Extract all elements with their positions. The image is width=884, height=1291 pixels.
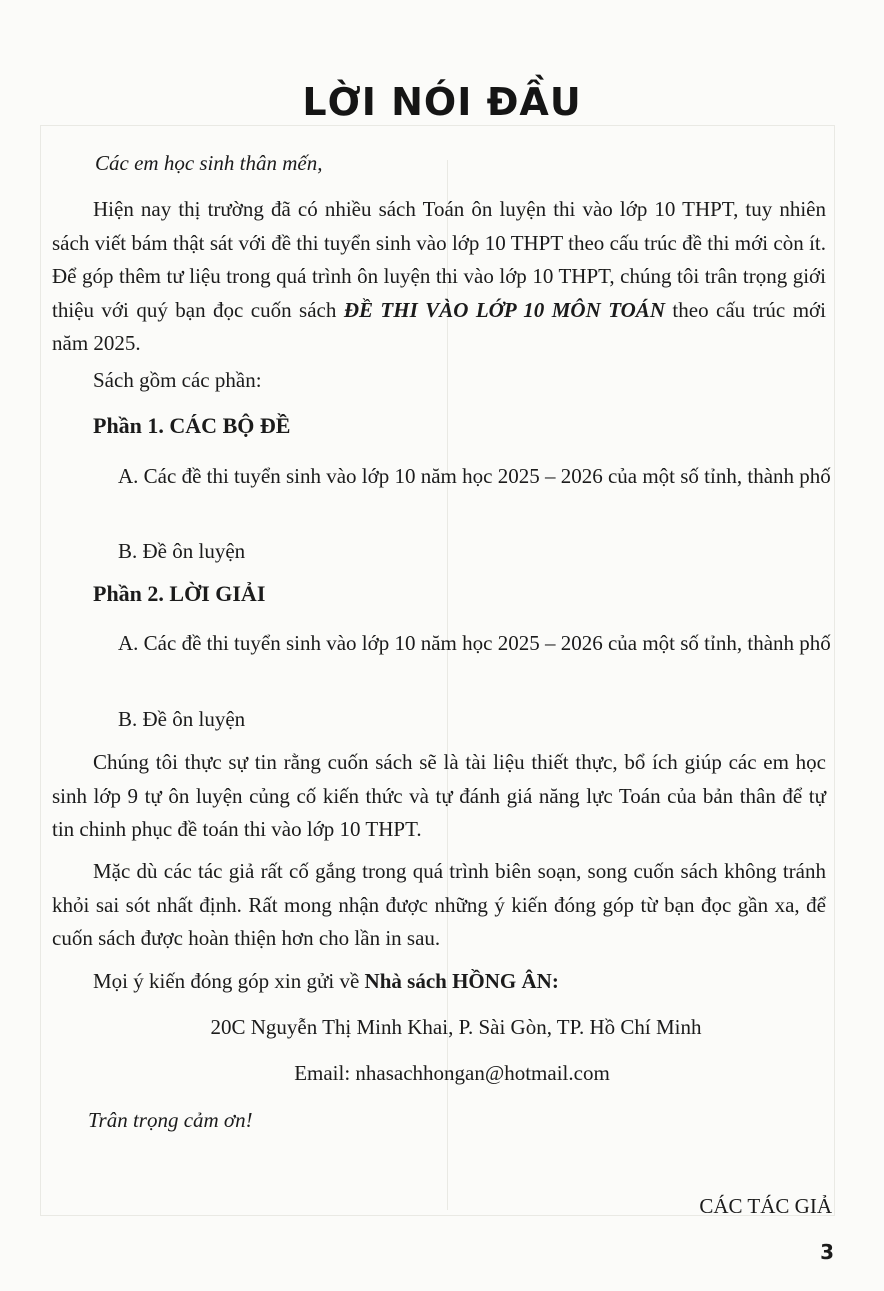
apology-paragraph: Mặc dù các tác giả rất cố gắng trong quá trình biên soạn, song cuốn sách không tránh khỏi sai sót nhất định. Rất mong nhận được những ý kiến đóng góp từ bạn đọc gần xa, để cuốn sách được hoàn thiện hơn cho lần in sau.	[52, 859, 826, 950]
greeting: Các em học sinh thân mến,	[95, 151, 323, 175]
publisher-address: 20C Nguyễn Thị Minh Khai, P. Sài Gòn, TP. Hồ Chí Minh	[210, 1015, 702, 1039]
page-title: LỜI NÓI ĐẦU	[302, 80, 582, 124]
part1-item-a: A. Các đề thi tuyển sinh vào lớp 10 năm học 2025 – 2026 của một số tỉnh, thành phố	[118, 464, 831, 488]
show-through-line	[40, 125, 41, 1215]
intro-text-2: theo cấu trúc mới năm 2025.	[52, 297, 826, 355]
part1-item-b: B. Đề ôn luyện	[118, 539, 246, 563]
part2-item-b: B. Đề ôn luyện	[118, 707, 246, 731]
publisher-email: Email: nhasachhongan@hotmail.com	[294, 1061, 610, 1085]
page-number: 3	[820, 1240, 834, 1264]
part1-heading: Phần 1. CÁC BỘ ĐỀ	[93, 413, 291, 438]
belief-paragraph: Chúng tôi thực sự tin rằng cuốn sách sẽ là tài liệu thiết thực, bổ ích giúp các em học sinh lớp 9 tự ôn luyện củng cố kiến thức và tự đánh giá năng lực Toán của bản thân để tự tin chinh phục đề toán thi vào lớp 10 THPT.	[52, 750, 826, 841]
show-through-line	[834, 125, 835, 1215]
show-through-line	[40, 125, 835, 126]
book-title: ĐỀ THI VÀO LỚP 10 MÔN TOÁN	[343, 297, 665, 322]
part2-heading: Phần 2. LỜI GIẢI	[93, 581, 266, 606]
publisher-name: Nhà sách HỒNG ÂN:	[364, 969, 559, 993]
parts-intro: Sách gồm các phần:	[93, 368, 262, 392]
authors-signature: CÁC TÁC GIẢ	[699, 1194, 832, 1218]
intro-paragraph	[52, 193, 826, 361]
intro-text-1: Hiện nay thị trường đã có nhiều sách Toán ôn luyện thi vào lớp 10 THPT, tuy nhiên sách viết bám thật sát với đề thi tuyển sinh vào lớp 10 THPT theo cấu trúc đề thi mới còn ít. Để góp thêm tư liệu trong quá trình ôn luyện thi vào lớp 10 THPT, chúng tôi trân trọng giới thiệu với quý bạn đọc cuốn sách	[52, 197, 826, 322]
thanks-line: Trân trọng cảm ơn!	[88, 1108, 253, 1132]
part2-item-a: A. Các đề thi tuyển sinh vào lớp 10 năm học 2025 – 2026 của một số tỉnh, thành phố	[118, 631, 831, 655]
feedback-text: Mọi ý kiến đóng góp xin gửi về	[93, 969, 365, 993]
feedback-line	[93, 964, 559, 998]
